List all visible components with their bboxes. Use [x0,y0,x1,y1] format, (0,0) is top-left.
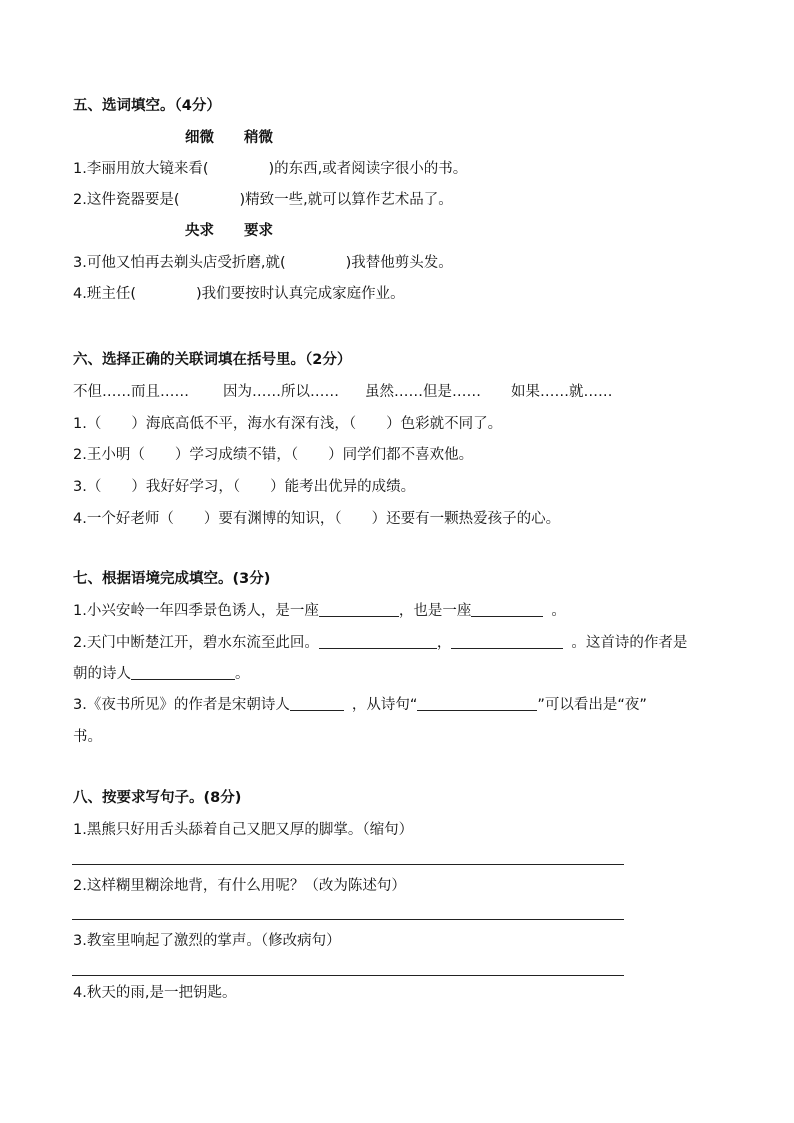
s8-question-4: 4.秋天的雨,是一把钥匙。 [73,985,237,1001]
conjunction-options [73,382,613,402]
blank-underline[interactable] [417,696,537,711]
conjunction-option: 因为……所以…… [223,384,339,400]
answer-line[interactable] [72,919,624,920]
word-option: 央求 [185,223,214,239]
blank-underline[interactable] [319,634,437,649]
s5-question-2: 2.这件瓷器要是( )精致一些,就可以算作艺术品了。 [73,192,453,208]
s8-question-2: 2.这样糊里糊涂地背，有什么用呢？（改为陈述句） [73,878,406,894]
s5-question-3: 3.可他又怕再去剃头店受折磨,就( )我替他剪头发。 [73,255,453,271]
word-option: 稍微 [244,130,273,146]
conjunction-option: 如果……就…… [511,384,613,400]
section-8-title: 八、按要求写句子。(8分) [73,790,242,806]
blank-underline[interactable] [451,634,563,649]
s6-question-3: 3.（ ）我好好学习，（ ）能考出优异的成绩。 [73,479,416,495]
s6-question-2: 2.王小明（ ）学习成绩不错，（ ）同学们都不喜欢他。 [73,447,474,463]
s7-question-3: 3.《夜书所见》的作者是宋朝诗人 ，从诗句“ ”可以看出是“夜” [73,697,647,713]
section-6-title: 六、选择正确的关联词填在括号里。（2分） [73,352,352,368]
s7-question-2: 2.天门中断楚江开，碧水东流至此回。 ， 。这首诗的作者是 [73,635,688,651]
s7-question-3-cont: 书。 [73,729,102,745]
blank-underline[interactable] [290,696,344,711]
blank-underline[interactable] [319,602,399,617]
blank-underline[interactable] [131,665,235,680]
word-option: 细微 [185,130,214,146]
s7-question-2-cont: 朝的诗人 。 [73,666,250,682]
answer-line[interactable] [72,864,624,865]
s6-question-4: 4.一个好老师（ ）要有渊博的知识，（ ）还要有一颗热爱孩子的心。 [73,511,561,527]
conjunction-option: 虽然……但是…… [365,384,481,400]
s6-question-1: 1.（ ）海底高低不平，海水有深有浅，（ ）色彩就不同了。 [73,416,503,432]
word-pair-1 [185,128,273,148]
blank-underline[interactable] [471,602,543,617]
word-pair-2 [185,221,273,241]
s5-question-1: 1.李丽用放大镜来看( )的东西,或者阅读字很小的书。 [73,161,468,177]
s8-question-1: 1.黑熊只好用舌头舔着自己又肥又厚的脚掌。（缩句） [73,822,414,838]
conjunction-option: 不但……而且…… [73,384,189,400]
s5-question-4: 4.班主任( )我们要按时认真完成家庭作业。 [73,286,405,302]
answer-line[interactable] [72,975,624,976]
section-5-title: 五、选词填空。（4分） [73,98,221,114]
s8-question-3: 3.教室里响起了激烈的掌声。（修改病句） [73,933,341,949]
s7-question-1: 1.小兴安岭一年四季景色诱人，是一座 ，也是一座 。 [73,603,566,619]
section-7-title: 七、根据语境完成填空。(3分) [73,571,271,587]
word-option: 要求 [244,223,273,239]
